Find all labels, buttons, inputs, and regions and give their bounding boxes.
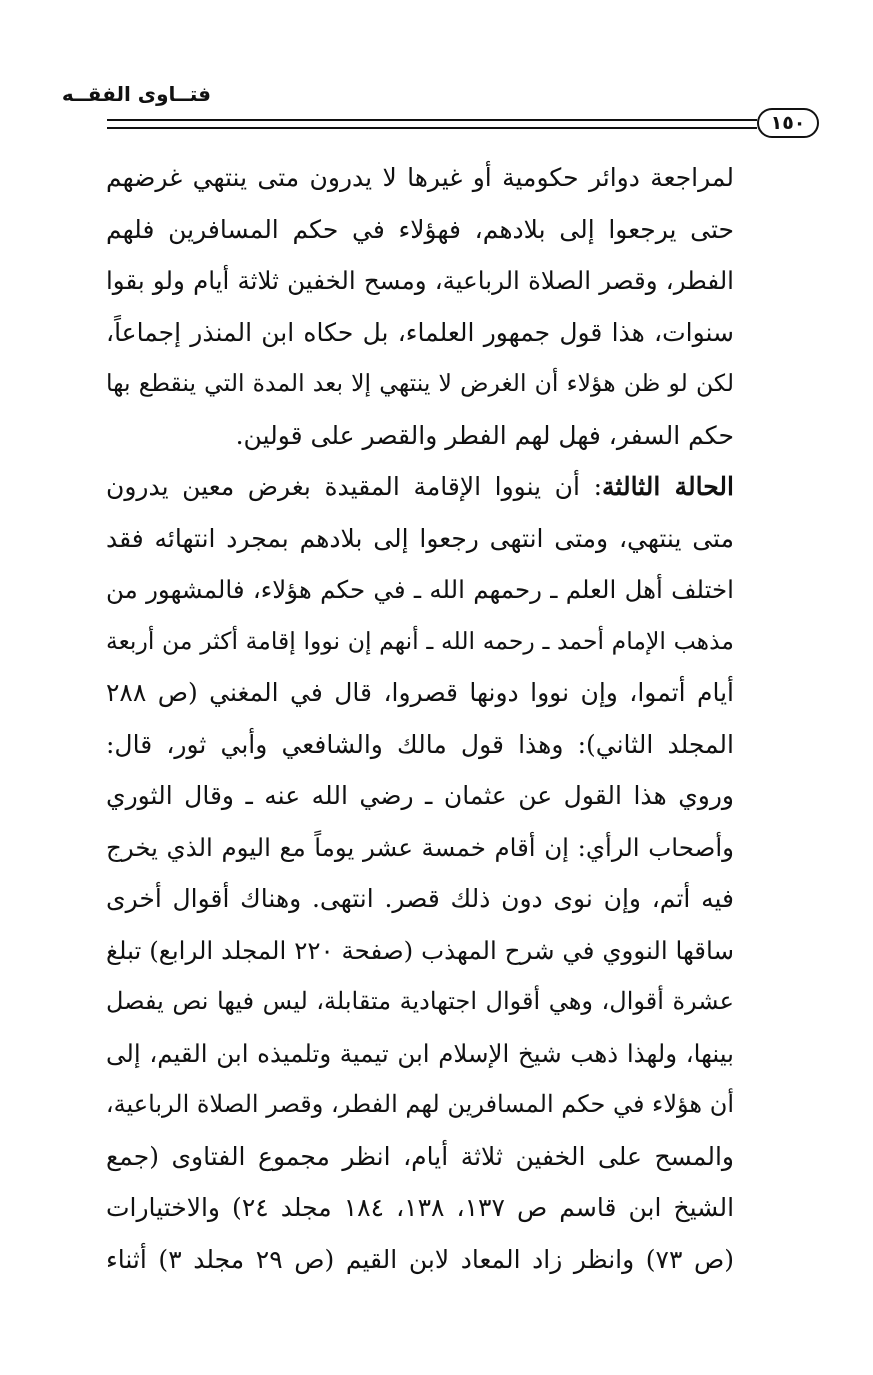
page-number: ١٥٠: [757, 108, 819, 138]
text-line: حتى يرجعوا إلى بلادهم، فهؤلاء في حكم المسافرين فلهم: [106, 214, 734, 244]
text-line: وروي هذا القول عن عثمان ـ رضي الله عنه ـ وقال الثوري: [106, 781, 734, 810]
text-line: (ص ٧٣) وانظر زاد المعاد لابن القيم (ص ٢٩ مجلد ٣) أثناء: [106, 1244, 734, 1274]
text-line: لكن لو ظن هؤلاء أن الغرض لا ينتهي إلا بعد المدة التي ينقطع بها: [106, 369, 734, 397]
case-three-line: [106, 461, 734, 513]
text-line: الفطر، وقصر الصلاة الرباعية، ومسح الخفين ثلاثة أيام ولو بقوا: [106, 266, 734, 295]
text-line: اختلف أهل العلم ـ رحمهم الله ـ في حكم هؤلاء، فالمشهور من: [106, 575, 734, 604]
book-title: فتــاوى الفقــه: [61, 82, 211, 106]
header-rule: [107, 119, 757, 129]
text-line: الشيخ ابن قاسم ص ١٣٧، ١٣٨، ١٨٤ مجلد ٢٤) والاختيارات: [106, 1193, 734, 1222]
text-line: متى ينتهي، ومتى انتهى رجعوا إلى بلادهم بمجرد انتهائه فقد: [106, 523, 734, 553]
case-three-heading: الحالة الثالثة: [602, 472, 734, 501]
text-line: لمراجعة دوائر حكومية أو غيرها لا يدرون متى ينتهي غرضهم: [106, 163, 734, 192]
text-line: سنوات، هذا قول جمهور العلماء، بل حكاه ابن المنذر إجماعاً،: [106, 317, 734, 347]
text-line: وأصحاب الرأي: إن أقام خمسة عشر يوماً مع اليوم الذي يخرج: [106, 832, 734, 862]
text-line: أيام أتموا، وإن نووا دونها قصروا، قال في المغني (ص ٢٨٨: [106, 678, 734, 707]
text-line: مذهب الإمام أحمد ـ رحمه الله ـ أنهم إن نووا إقامة أكثر من أربعة: [106, 626, 734, 655]
text-line: بينها، ولهذا ذهب شيخ الإسلام ابن تيمية وتلميذه ابن القيم، إلى: [106, 1038, 734, 1068]
text-line: أن هؤلاء في حكم المسافرين لهم الفطر، وقصر الصلاة الرباعية،: [106, 1090, 734, 1118]
text-line: حكم السفر، فهل لهم الفطر والقصر على قولين.: [235, 420, 734, 450]
text-line: فيه أتم، وإن نوى دون ذلك قصر. انتهى. وهناك أقوال أخرى: [106, 884, 734, 913]
text-line: عشرة أقوال، وهي أقوال اجتهادية متقابلة، ليس فيها نص يفصل: [106, 987, 734, 1015]
text-line: المجلد الثاني): وهذا قول مالك والشافعي وأبي ثور، قال:: [106, 729, 734, 759]
text-line: والمسح على الخفين ثلاثة أيام، انظر مجموع الفتاوى (جمع: [106, 1141, 734, 1171]
body-text: [106, 152, 734, 1285]
case-three-text: : أن ينووا الإقامة المقيدة بغرض معين يدرون: [106, 472, 602, 501]
text-line: ساقها النووي في شرح المهذب (صفحة ٢٢٠ المجلد الرابع) تبلغ: [106, 935, 734, 965]
